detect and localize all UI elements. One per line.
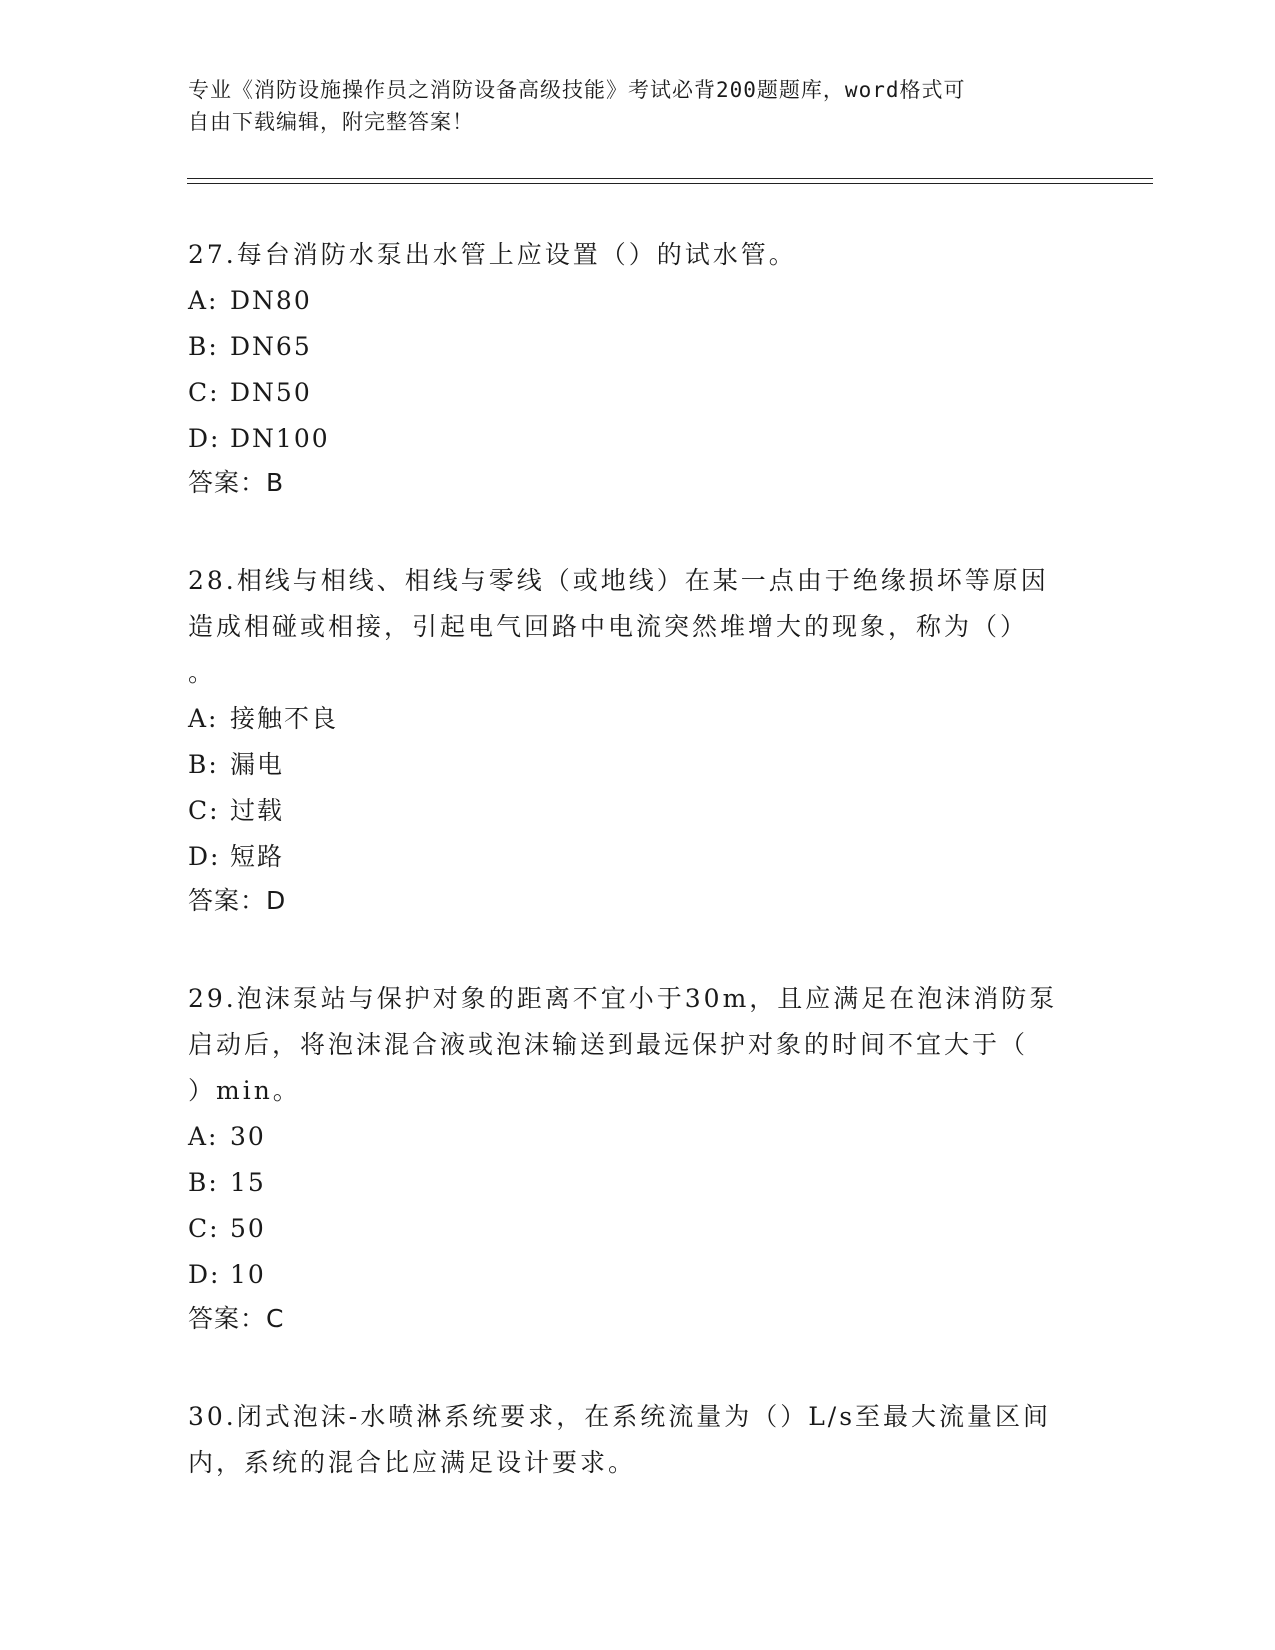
answer-line: 答案：C bbox=[188, 1304, 285, 1333]
question-list bbox=[188, 232, 1088, 1540]
question-30 bbox=[188, 1394, 1088, 1486]
question-text: 28.相线与相线、相线与零线（或地线）在某一点由于绝缘损坏等原因 bbox=[188, 566, 1049, 595]
option-a bbox=[188, 696, 1088, 742]
header-line: 专业《消防设施操作员之消防设备高级技能》考试必背200题题库，word格式可 bbox=[188, 78, 966, 102]
option-text: 30 bbox=[230, 1122, 266, 1151]
option-text: 过载 bbox=[230, 796, 285, 825]
option-letter: A: bbox=[188, 1122, 219, 1151]
option-b bbox=[188, 1160, 1088, 1206]
option-text: 短路 bbox=[230, 842, 285, 871]
option-text: 15 bbox=[230, 1168, 266, 1197]
option-letter: B: bbox=[188, 750, 219, 779]
option-d bbox=[188, 1252, 1088, 1298]
option-letter: B: bbox=[188, 332, 219, 361]
answer-line: 答案：B bbox=[188, 468, 285, 497]
option-letter: D: bbox=[188, 424, 221, 453]
question-text: 。 bbox=[188, 658, 217, 687]
question-29 bbox=[188, 976, 1088, 1340]
option-letter: C: bbox=[188, 1214, 220, 1243]
document-header bbox=[188, 74, 1088, 138]
question-text: 造成相碰或相接，引起电气回路中电流突然堆增大的现象，称为（） bbox=[188, 612, 1029, 641]
question-text: 内，系统的混合比应满足设计要求。 bbox=[188, 1448, 637, 1477]
option-b bbox=[188, 742, 1088, 788]
question-text: ）min。 bbox=[188, 1076, 301, 1105]
answer-line: 答案：D bbox=[188, 886, 287, 915]
option-a bbox=[188, 278, 1088, 324]
option-text: 漏电 bbox=[230, 750, 285, 779]
question-text: 启动后，将泡沫混合液或泡沫输送到最远保护对象的时间不宜大于（ bbox=[188, 1030, 1029, 1059]
header-divider-top bbox=[187, 178, 1153, 179]
option-letter: D: bbox=[188, 842, 221, 871]
option-text: DN100 bbox=[230, 424, 330, 453]
option-letter: C: bbox=[188, 796, 220, 825]
option-letter: D: bbox=[188, 1260, 221, 1289]
question-27 bbox=[188, 232, 1088, 504]
option-text: 接触不良 bbox=[230, 704, 339, 733]
option-letter: C: bbox=[188, 378, 220, 407]
option-text: DN50 bbox=[230, 378, 312, 407]
option-a bbox=[188, 1114, 1088, 1160]
question-text: 30.闭式泡沫-水喷淋系统要求，在系统流量为（）L/s至最大流量区间 bbox=[188, 1402, 1052, 1431]
option-b bbox=[188, 324, 1088, 370]
option-c bbox=[188, 1206, 1088, 1252]
option-c bbox=[188, 788, 1088, 834]
option-c bbox=[188, 370, 1088, 416]
option-text: 50 bbox=[230, 1214, 266, 1243]
option-text: DN65 bbox=[230, 332, 312, 361]
question-text: 27.每台消防水泵出水管上应设置（）的试水管。 bbox=[188, 240, 797, 269]
header-line: 自由下载编辑，附完整答案！ bbox=[188, 110, 474, 134]
option-text: DN80 bbox=[230, 286, 312, 315]
option-text: 10 bbox=[230, 1260, 266, 1289]
question-28 bbox=[188, 558, 1088, 922]
option-letter: A: bbox=[188, 704, 219, 733]
option-letter: B: bbox=[188, 1168, 219, 1197]
option-d bbox=[188, 834, 1088, 880]
question-text: 29.泡沫泵站与保护对象的距离不宜小于30m，且应满足在泡沫消防泵 bbox=[188, 984, 1058, 1013]
option-letter: A: bbox=[188, 286, 219, 315]
option-d bbox=[188, 416, 1088, 462]
header-divider-bottom bbox=[187, 183, 1153, 184]
